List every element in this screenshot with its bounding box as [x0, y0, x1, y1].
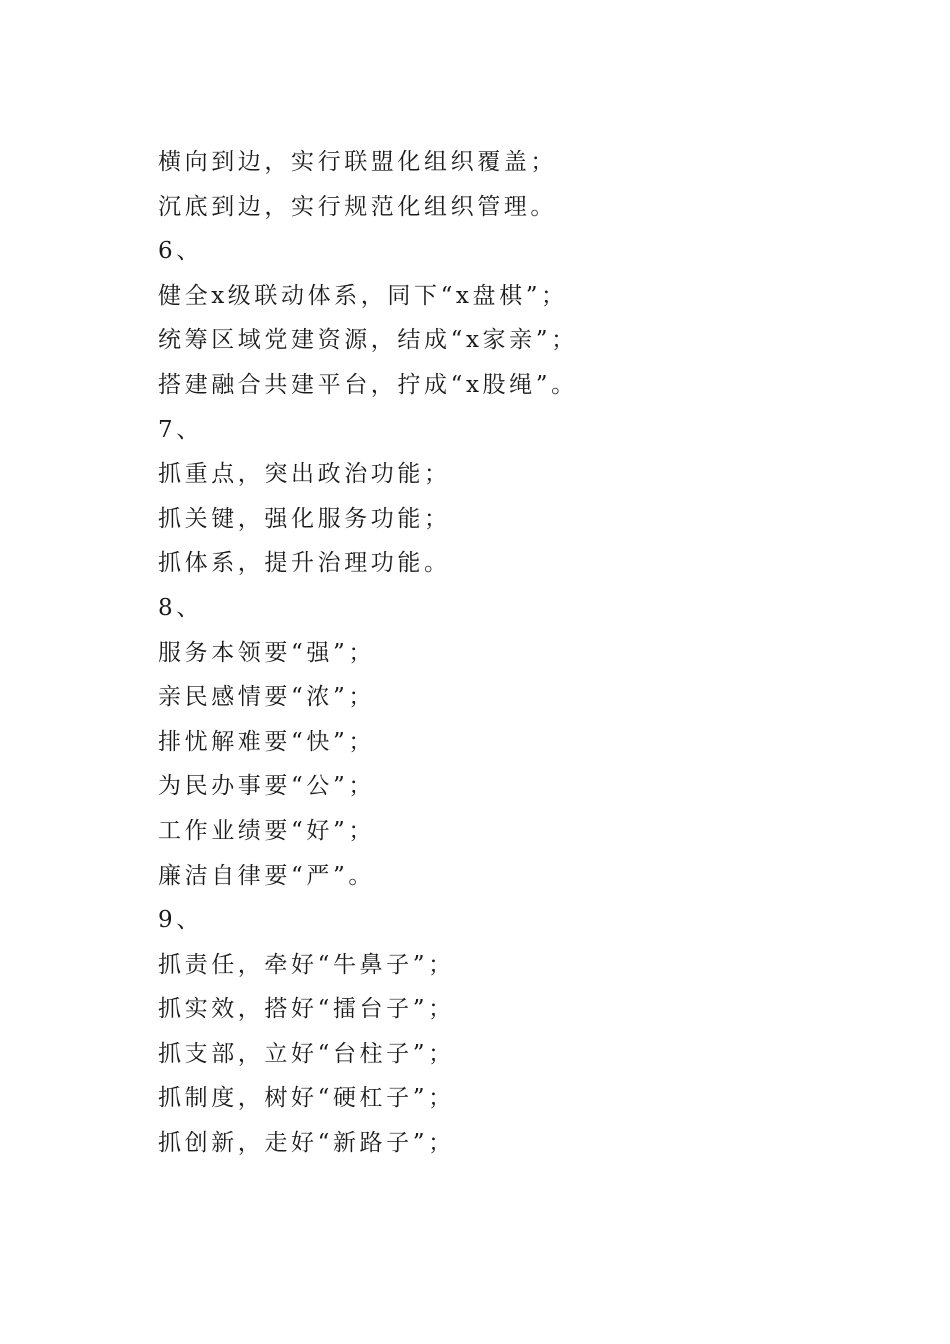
- section-number: 8、: [158, 594, 203, 621]
- text-line: 搭建融合共建平台，拧成“x股绳”。: [158, 371, 578, 398]
- text-line: 工作业绩要“好”；: [158, 817, 375, 844]
- text-line: 横向到边，实行联盟化组织覆盖；: [158, 149, 557, 175]
- text-line: 抓关键，强化服务功能；: [158, 505, 451, 532]
- text-line: 为民办事要“公”；: [158, 773, 375, 800]
- section-number: 7、: [158, 416, 203, 443]
- text-line: 抓责任，牵好“牛鼻子”；: [158, 951, 455, 978]
- text-line: 统筹区域党建资源，结成“x家亲”；: [158, 327, 578, 354]
- text-line: 排忧解难要“快”；: [158, 728, 375, 755]
- section-number: 6、: [158, 238, 203, 265]
- text-line: 抓支部，立好“台柱子”；: [158, 1040, 455, 1067]
- text-line: 亲民感情要“浓”；: [158, 684, 375, 711]
- section-number: 9、: [158, 907, 203, 934]
- text-line: 廉洁自律要“严”。: [158, 862, 375, 889]
- text-line: 健全x级联动体系，同下“x盘棋”；: [158, 282, 568, 309]
- text-line: 抓创新，走好“新路子”；: [158, 1130, 455, 1157]
- document-body: [158, 140, 858, 1166]
- text-line: 服务本领要“强”；: [158, 639, 375, 666]
- text-line: 沉底到边，实行规范化组织管理。: [158, 193, 557, 220]
- text-line: 抓实效，搭好“擂台子”；: [158, 996, 455, 1023]
- text-line: 抓重点，突出政治功能；: [158, 461, 451, 488]
- text-line: 抓制度，树好“硬杠子”；: [158, 1085, 455, 1112]
- text-line: 抓体系，提升治理功能。: [158, 550, 451, 577]
